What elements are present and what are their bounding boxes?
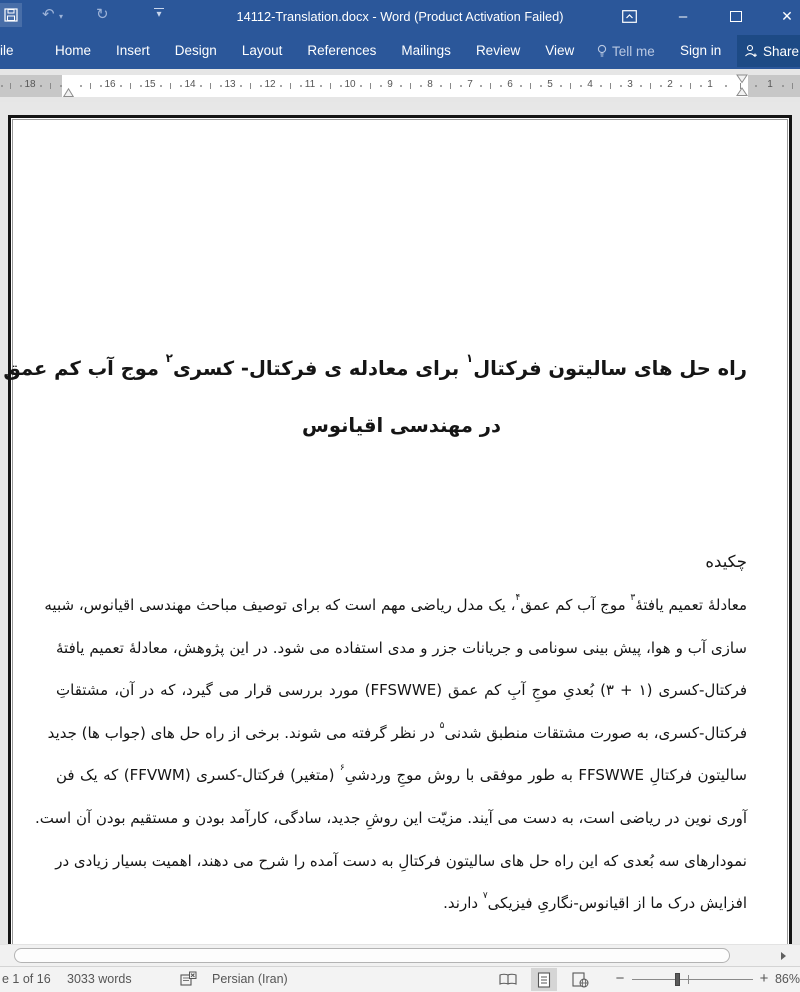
ruler-tick (570, 83, 571, 89)
share-person-icon (744, 44, 758, 58)
text-run: سالیتون فرکتالِ FFSWWE به طور موفقی با روش موجِ وردشیِ (344, 766, 748, 785)
tab-review[interactable]: Review (475, 43, 521, 58)
ruler-number: 2 (667, 79, 673, 90)
web-layout-button[interactable] (567, 968, 593, 991)
ruler-tick (792, 83, 793, 89)
ruler-tick (10, 83, 11, 89)
page-content[interactable] (3, 118, 748, 944)
document-text-line[interactable] (56, 882, 747, 925)
ruler-number: 11 (304, 79, 316, 90)
ruler-number: 6 (507, 79, 513, 90)
document-page[interactable] (3, 115, 792, 944)
ruler-tick (60, 85, 62, 87)
proofing-book-icon (180, 971, 197, 987)
ruler-tick (620, 85, 622, 87)
text-run: نمودارهای سه بُعدی که این راه حل های سالیتون فرکتالِ به دست آمده را شرح می دهند، اهمیت بسیار زیادی در (55, 851, 747, 870)
zoom-slider-center-tick (688, 975, 689, 984)
read-mode-button[interactable] (495, 968, 521, 991)
text-run: راه حل های سالیتون فرکتال (473, 357, 747, 380)
ruler-tick (500, 85, 502, 87)
ruler-tick (380, 85, 382, 87)
abstract-heading: چکیده (705, 552, 747, 571)
word-count-indicator[interactable]: 3033 words (67, 972, 132, 986)
footnote-superscript: ۶ (339, 763, 345, 774)
text-run: سازی آب و هوا، پیش بینی سونامی و جریانات جزر و مدی استفاده می شود. در این پژوهش، معادلۀ تعمیم یافتۀ (56, 638, 747, 657)
tab-file[interactable]: ile (0, 43, 14, 58)
document-text-line[interactable] (34, 797, 747, 840)
window-title: 14112-Translation.docx - Word (Product Activation Failed) (236, 9, 564, 24)
scroll-right-icon (781, 952, 786, 960)
ruler-tick (690, 83, 691, 89)
web-layout-icon (572, 972, 589, 988)
print-layout-button[interactable] (531, 968, 557, 991)
ruler-number: 15 (144, 79, 156, 90)
ruler-number: 13 (224, 79, 236, 90)
ruler-tick (240, 85, 242, 87)
text-run: دارند. (443, 894, 483, 913)
text-run: افزایش درک ما از اقیانوس-نگاریِ فیزیکی (487, 894, 747, 913)
right-indent-marker[interactable] (736, 74, 748, 98)
horizontal-ruler[interactable] (0, 75, 800, 97)
ruler-tick (725, 85, 727, 87)
ruler-number: 7 (467, 79, 473, 90)
scrollbar-thumb[interactable] (14, 948, 730, 963)
ruler-tick (600, 85, 602, 87)
ruler-tick (210, 83, 211, 89)
horizontal-scrollbar[interactable] (0, 944, 800, 966)
footnote-superscript: ۷ (482, 891, 488, 902)
tab-layout[interactable]: Layout (241, 43, 283, 58)
text-run: فرکتال-کسری (۱ + ۳) بُعدیِ موجِ آبِ کم عمق (FFSWWE) مورد بررسی قرار می گیرد، که در آن، مشتقاتِ (56, 681, 748, 700)
undo-dropdown-icon: ▾ (59, 12, 64, 21)
language-indicator[interactable]: Persian (Iran) (212, 972, 288, 986)
redo-icon: ↻ (96, 6, 109, 23)
ruler-tick (40, 85, 42, 87)
footnote-superscript: ۵ (439, 720, 445, 731)
document-text-line[interactable] (56, 669, 747, 712)
ruler-tick (280, 85, 282, 87)
ruler-tick (520, 85, 522, 87)
title-bar (0, 0, 800, 33)
read-mode-icon (499, 973, 517, 986)
document-text-line[interactable] (44, 584, 747, 627)
ruler-tick (330, 83, 331, 89)
document-text-line[interactable] (47, 712, 747, 755)
ruler-tick (610, 83, 611, 89)
ruler-number: 10 (344, 79, 356, 90)
document-text-line[interactable] (56, 754, 747, 797)
ruler-tick (410, 83, 411, 89)
ruler-tick (90, 83, 91, 89)
text-run: فرکتال-کسری، به صورت مشتقات منطبق شدنی (444, 723, 747, 742)
tab-design[interactable]: Design (174, 43, 217, 58)
tell-me-label: Tell me (612, 43, 655, 59)
document-title-line[interactable] (3, 340, 747, 397)
ruler-number: 3 (627, 79, 633, 90)
ruler-tick (490, 83, 491, 89)
ruler-tick (340, 85, 342, 87)
text-run: در مهندسی اقیانوس (301, 414, 502, 437)
ruler-tick (170, 83, 171, 89)
ruler-tick (540, 85, 542, 87)
ruler-tick (450, 83, 451, 89)
zoom-slider-track[interactable] (632, 979, 753, 980)
close-icon: ✕ (781, 8, 793, 24)
text-run: موج آب کم عمق (3, 357, 166, 380)
ruler-number: 12 (264, 79, 276, 90)
ruler-tick (290, 83, 291, 89)
ruler-tick (650, 83, 651, 89)
undo-icon: ↶ (42, 6, 55, 23)
ruler-tick (320, 85, 322, 87)
share-button[interactable] (737, 35, 800, 67)
ruler-tick (400, 85, 402, 87)
ruler-tick (200, 85, 202, 87)
ruler-number: 16 (104, 79, 116, 90)
text-run: موج آب کم عمق (520, 596, 631, 614)
ruler-tick (640, 85, 642, 87)
ruler-tick (20, 85, 22, 87)
footnote-superscript: ۳ (630, 592, 636, 603)
abstract-paragraph (34, 584, 748, 925)
qat-more-chevron-icon: ▾ (156, 9, 162, 20)
ruler-tick (560, 85, 562, 87)
proofing-errors-button[interactable] (180, 971, 197, 990)
document-text-line[interactable] (56, 840, 747, 883)
ruler-number: 1 (707, 79, 713, 90)
ruler-number: 8 (427, 79, 433, 90)
ruler-tick (360, 85, 362, 87)
ruler-number: 9 (387, 79, 393, 90)
footnote-superscript: ۴ (515, 592, 521, 603)
tab-references[interactable]: References (307, 43, 377, 58)
ruler-number: 18 (24, 79, 36, 90)
ruler-tick (680, 85, 682, 87)
ribbon-display-options-icon (622, 10, 637, 23)
ruler-tick (460, 85, 462, 87)
footnote-superscript: ۲ (165, 351, 173, 366)
ruler-tick (580, 85, 582, 87)
ruler-number: 4 (587, 79, 593, 90)
ribbon-display-options-button[interactable] (612, 0, 646, 33)
tab-home[interactable]: Home (55, 43, 92, 58)
ruler-marks (0, 75, 800, 97)
zoom-out-button[interactable] (611, 967, 629, 992)
ruler-tick (755, 85, 757, 87)
ruler-tick (300, 85, 302, 87)
ruler-tick (420, 85, 422, 87)
text-run: معادلۀ تعمیم یافتۀ (635, 596, 747, 614)
text-run: (متغیر) فرکتال-کسری (FFVWM) که یک فن (56, 766, 340, 785)
document-title-line[interactable] (56, 397, 747, 454)
document-title (3, 340, 747, 454)
ruler-area (0, 69, 800, 102)
tab-mailings[interactable]: Mailings (401, 43, 451, 58)
ruler-tick (80, 85, 82, 87)
ruler-tick (50, 83, 51, 89)
zoom-slider-thumb[interactable] (675, 973, 680, 986)
ruler-tick (160, 85, 162, 87)
document-text-line[interactable] (56, 627, 747, 670)
ruler-tick (250, 83, 251, 89)
minimize-button[interactable] (666, 0, 700, 33)
scroll-right-button[interactable] (770, 945, 796, 966)
maximize-icon (730, 11, 742, 22)
text-run: ، یک مدل ریاضی مهم است که برای توصیف مباحث مهندسی اقیانوس، شبیه (44, 596, 516, 614)
ruler-tick (440, 85, 442, 87)
ruler-tick (180, 85, 182, 87)
ruler-tick (530, 83, 531, 89)
ruler-tick (370, 83, 371, 89)
ruler-tick (1, 85, 3, 87)
page-count-indicator[interactable]: e 1 of 16 (2, 972, 51, 986)
tab-insert[interactable]: Insert (116, 43, 150, 58)
ruler-tick (700, 85, 702, 87)
minimize-icon: – (678, 8, 688, 25)
ruler-tick (140, 85, 142, 87)
sign-in-button[interactable]: Sign in (680, 43, 722, 58)
left-indent-marker[interactable] (63, 88, 74, 98)
ruler-number: 1 (767, 79, 773, 90)
ruler-tick (220, 85, 222, 87)
ruler-tick (782, 85, 784, 87)
ruler-tick (660, 85, 662, 87)
print-layout-icon (537, 972, 551, 988)
ruler-tick (100, 85, 102, 87)
ribbon-tabs (55, 33, 574, 69)
plus-icon: + (759, 970, 769, 987)
ruler-number: 14 (184, 79, 196, 90)
maximize-button[interactable] (719, 0, 753, 33)
status-bar (0, 966, 800, 992)
minus-icon: − (615, 970, 625, 987)
ruler-tick (480, 85, 482, 87)
share-label: Share (763, 43, 800, 59)
text-run: برای معادله ی فرکتال- کسری (172, 357, 467, 380)
ruler-tick (120, 85, 122, 87)
ruler-number: 5 (547, 79, 553, 90)
document-area (0, 102, 800, 944)
text-run: در نظر گرفته می شوند. برخی از راه حل های (جواب ها) جدید (47, 723, 440, 742)
footnote-superscript: ۱ (466, 351, 474, 366)
tell-me-box[interactable] (597, 33, 655, 69)
lightbulb-icon (597, 44, 607, 59)
text-run: آوری نوین در ریاضی است، به دست می آیند. مزیّت این روشِ جدید، سادگی، کارآمد بودن و مستقیم بودن آن است. (34, 808, 747, 827)
ribbon-tab-row (0, 33, 800, 69)
ruler-tick (260, 85, 262, 87)
close-button[interactable] (770, 0, 800, 33)
zoom-level-indicator[interactable]: 86% (774, 972, 800, 986)
tab-view[interactable]: View (545, 43, 575, 58)
ruler-tick (130, 83, 131, 89)
